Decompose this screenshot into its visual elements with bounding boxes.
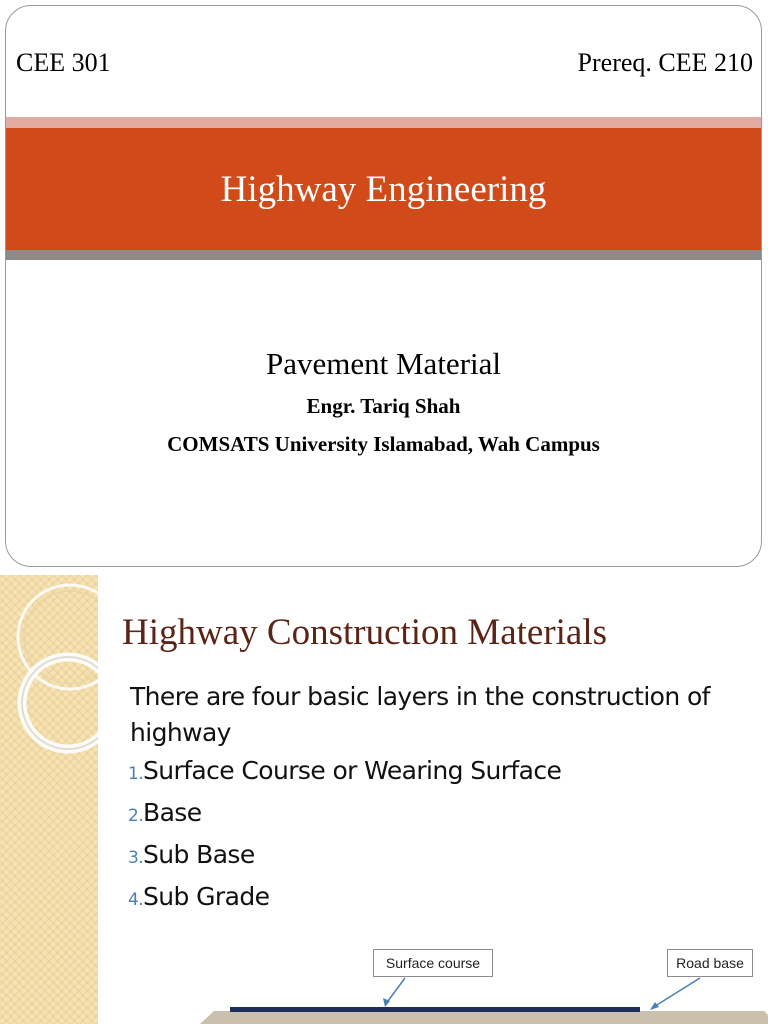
surface-course-layer [230,1007,640,1012]
list-number: 4. [128,890,144,910]
slide-heading: Highway Construction Materials [122,612,608,653]
surface-course-callout: Surface course [373,949,493,977]
list-number: 2. [128,806,144,826]
list-label: Sub Base [143,840,255,869]
topic-heading: Pavement Material [266,346,501,381]
author-name: Engr. Tariq Shah [306,394,461,418]
title-banner [6,128,761,250]
institution-name: COMSATS University Islamabad, Wah Campus [167,432,600,456]
title-slide [5,5,762,567]
list-label: Sub Grade [143,882,270,911]
road-base-callout: Road base [667,949,753,977]
course-code: CEE 301 [16,48,111,77]
prerequisite: Prereq. CEE 210 [577,48,753,77]
road-base-arrow [652,978,700,1008]
list-number: 3. [128,848,144,868]
banner-bottom-stripe [6,250,761,260]
intro-text: There are four basic layers in the construction of highway [130,682,710,747]
road-base-layer [200,1011,768,1024]
list-number: 1. [128,764,144,784]
content-slide [0,575,768,1024]
list-label: Base [143,798,202,827]
slide-title: Highway Engineering [220,168,547,210]
list-label: Surface Course or Wearing Surface [143,756,562,785]
banner-top-stripe [6,117,761,128]
